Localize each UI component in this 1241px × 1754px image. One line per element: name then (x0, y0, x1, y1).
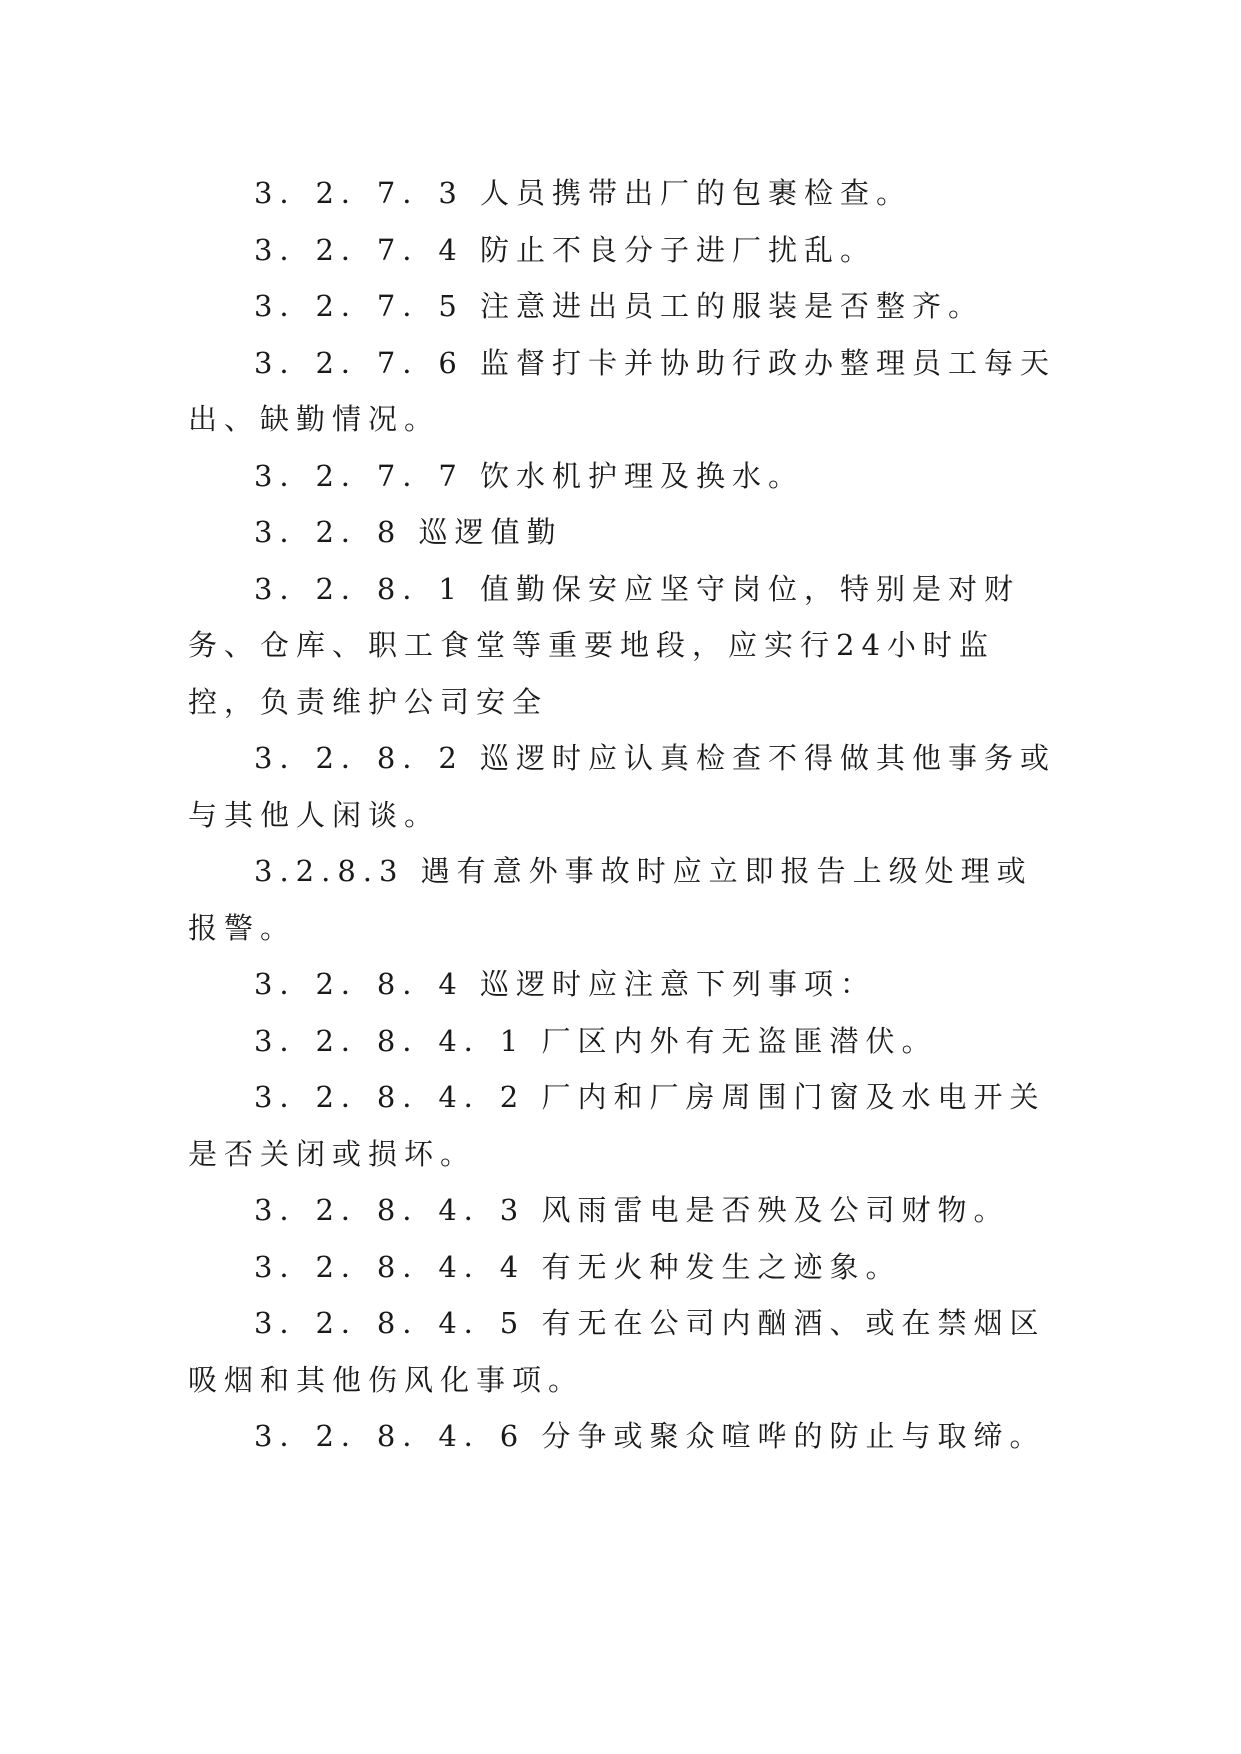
paragraph-3-2-7-3: 3．2．7．3 人员携带出厂的包裹检查。 (254, 176, 913, 210)
paragraph-3-2-7-7: 3．2．7．7 饮水机护理及换水。 (254, 458, 805, 493)
paragraph-3-2-8-4-2: 3．2．8．4．2 厂内和厂房周围门窗及水电开关是否关闭或损坏。 (188, 1080, 1046, 1171)
paragraph-3-2-7-5: 3．2．7．5 注意进出员工的服装是否整齐。 (254, 289, 985, 323)
section-heading-3-2-8: 3．2．8 巡逻值勤 (254, 515, 563, 549)
paragraph-3-2-7-6: 3．2．7．6 监督打卡并协助行政办整理员工每天出、缺勤情况。 (188, 345, 1057, 436)
paragraph-3-2-8-2: 3．2．8．2 巡逻时应认真检查不得做其他事务或与其他人闲谈。 (188, 741, 1057, 832)
paragraph-3-2-8-4-4: 3．2．8．4．4 有无火种发生之迹象。 (254, 1249, 902, 1284)
paragraph-3-2-8-1: 3．2．8．1 值勤保安应坚守岗位，特别是对财务、仓库、职工食堂等重要地段，应实行24小时监控，负责维护公司安全 (188, 571, 1021, 719)
paragraph-3-2-8-4-5: 3．2．8．4．5 有无在公司内酗酒、或在禁烟区吸烟和其他伤风化事项。 (188, 1306, 1046, 1397)
paragraph-3-2-8-4-1: 3．2．8．4．1 厂区内外有无盗匪潜伏。 (254, 1023, 938, 1058)
paragraph-3-2-8-4-6: 3．2．8．4．6 分争或聚众喧哗的防止与取缔。 (254, 1419, 1046, 1453)
paragraph-3-2-7-4: 3．2．7．4 防止不良分子进厂扰乱。 (254, 232, 877, 267)
paragraph-3-2-8-4: 3．2．8．4 巡逻时应注意下列事项： (254, 967, 877, 1001)
paragraph-3-2-8-4-3: 3．2．8．4．3 风雨雷电是否殃及公司财物。 (254, 1193, 1010, 1227)
document-body (188, 165, 1058, 1465)
paragraph-3-2-8-3: 3.2.8.3 遇有意外事故时应立即报告上级处理或报警。 (188, 854, 1033, 945)
